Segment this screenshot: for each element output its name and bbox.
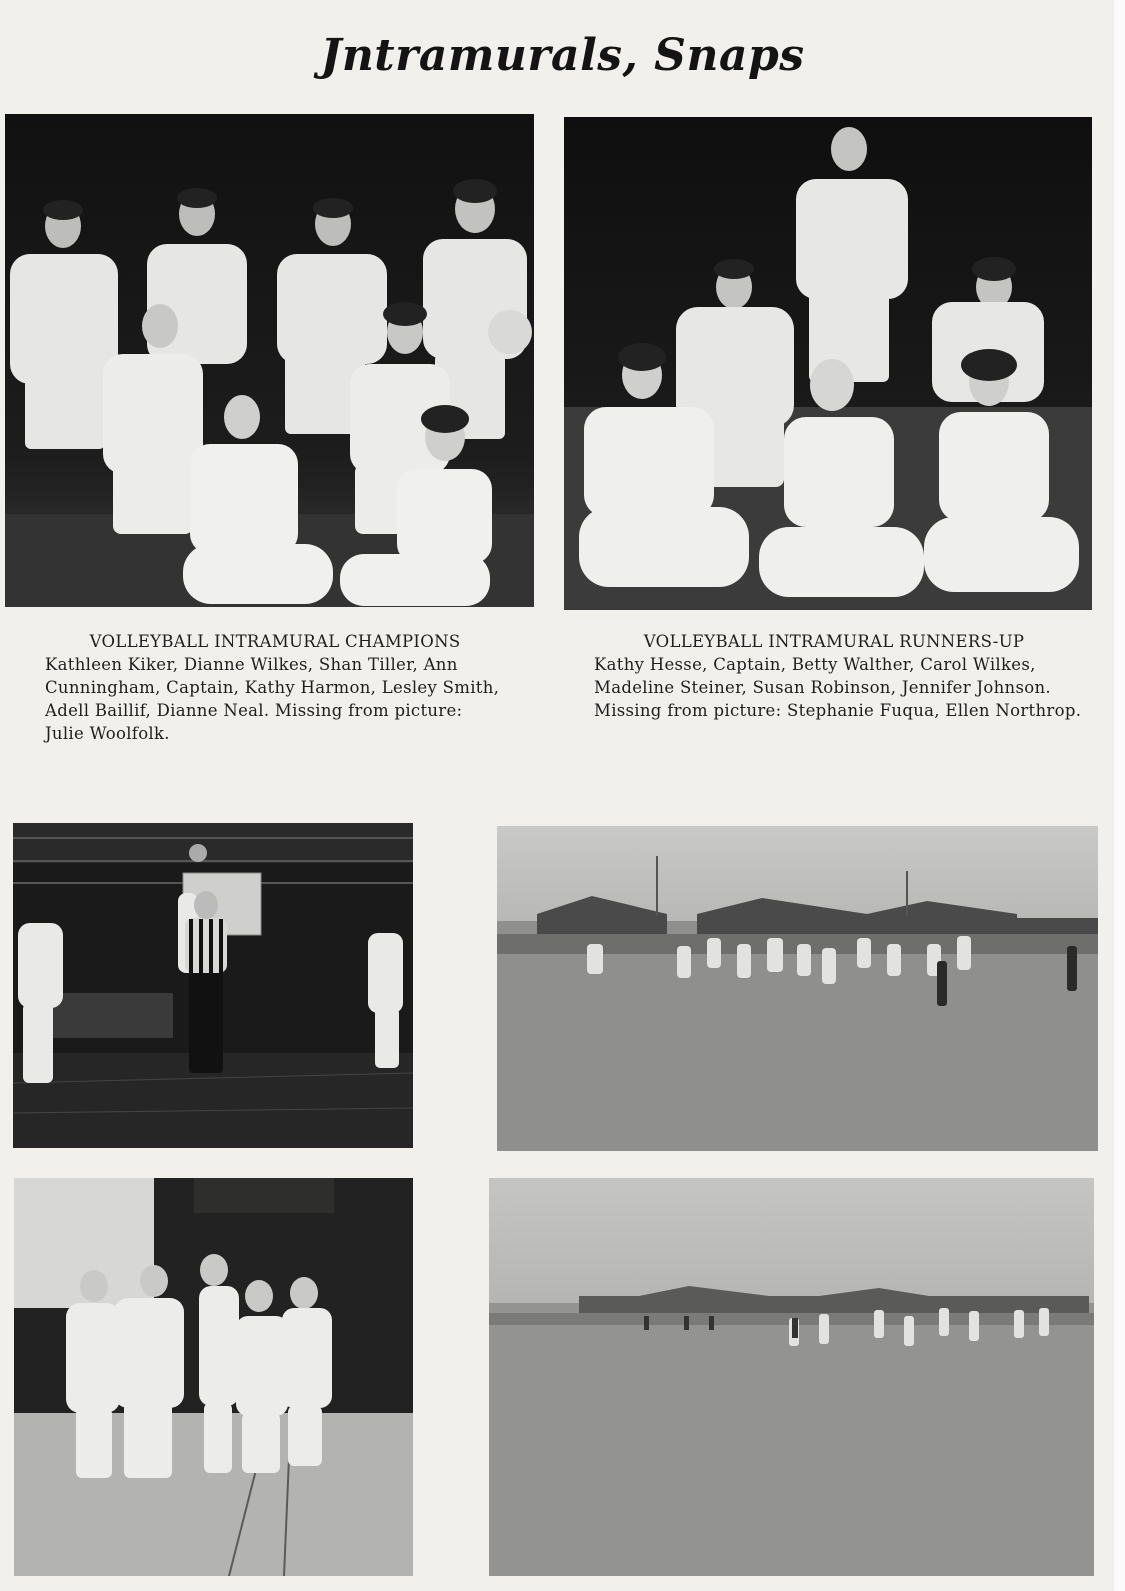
field-game-photo-2 xyxy=(489,1178,1094,1576)
runners-up-heading: VOLLEYBALL INTRAMURAL RUNNERS-UP xyxy=(643,632,1025,651)
runners-up-line-1: Kathy Hesse, Captain, Betty Walther, Carol Wilkes, xyxy=(594,655,1036,674)
champions-heading: VOLLEYBALL INTRAMURAL CHAMPIONS xyxy=(89,632,461,651)
champions-team-photo xyxy=(5,114,534,607)
runners-up-line-2: Madeline Steiner, Susan Robinson, Jennifer Johnson. xyxy=(594,678,1051,697)
page-title: Jntramurals, Snaps xyxy=(320,30,805,81)
runners-up-caption xyxy=(594,630,1082,722)
champions-line-2: Cunningham, Captain, Kathy Harmon, Lesley Smith, xyxy=(45,678,500,697)
champions-line-4: Julie Woolfolk. xyxy=(45,724,170,743)
champions-line-1: Kathleen Kiker, Dianne Wilkes, Shan Tiller, Ann xyxy=(45,655,458,674)
field-game-photo-1 xyxy=(497,826,1098,1151)
page-edge xyxy=(1114,0,1125,1591)
runners-up-line-3: Missing from picture: Stephanie Fuqua, Ellen Northrop. xyxy=(594,701,1082,720)
champions-caption xyxy=(45,630,505,745)
champions-line-3: Adell Baillif, Dianne Neal. Missing from picture: xyxy=(45,701,463,720)
gym-basketball-photo xyxy=(13,823,413,1148)
runners-up-team-photo xyxy=(564,117,1092,610)
gym-players-photo xyxy=(14,1178,413,1576)
